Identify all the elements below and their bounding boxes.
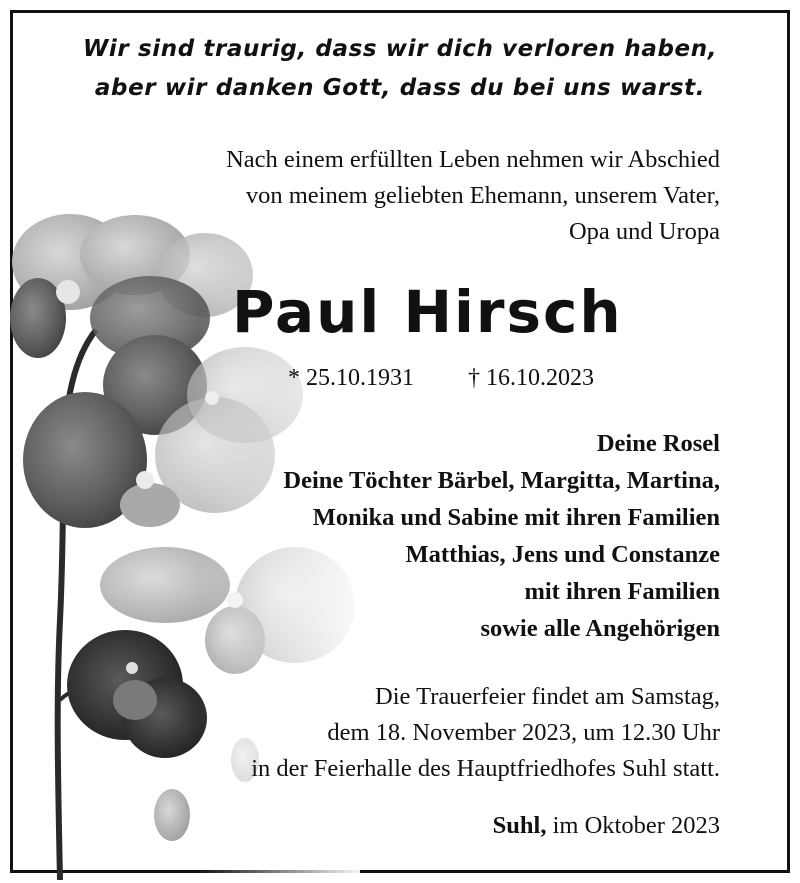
service-line-3: in der Feierhalle des Hauptfriedhofes Suhl statt. <box>251 755 720 782</box>
birth-date: * 25.10.1931 <box>288 365 414 391</box>
closing-place: Suhl, <box>492 812 547 839</box>
closing-date: im Oktober 2023 <box>552 812 720 839</box>
service-line-1: Die Trauerfeier findet am Samstag, <box>375 683 720 710</box>
deceased-name: Paul Hirsch <box>232 278 623 346</box>
mourner-line-2: Deine Töchter Bärbel, Margitta, Martina, <box>283 467 720 494</box>
intro-line-3: Opa und Uropa <box>568 218 720 245</box>
mourner-line-5: mit ihren Familien <box>524 578 720 605</box>
mourner-line-1: Deine Rosel <box>596 430 720 457</box>
verse-line-2: aber wir danken Gott, dass du bei uns warst. <box>94 75 706 101</box>
mourner-line-3: Monika und Sabine mit ihren Familien <box>312 504 720 531</box>
closing-line <box>493 812 720 840</box>
mourner-line-6: sowie alle Angehörigen <box>480 615 720 642</box>
intro-line-2: von meinem geliebten Ehemann, unserem Vater, <box>245 182 720 209</box>
intro-line-1: Nach einem erfüllten Leben nehmen wir Abschied <box>226 146 720 173</box>
mourner-line-4: Matthias, Jens und Constanze <box>405 541 720 568</box>
death-date: † 16.10.2023 <box>468 365 594 391</box>
verse-line-1: Wir sind traurig, dass wir dich verloren haben, <box>82 36 718 62</box>
service-line-2: dem 18. November 2023, um 12.30 Uhr <box>327 719 720 746</box>
